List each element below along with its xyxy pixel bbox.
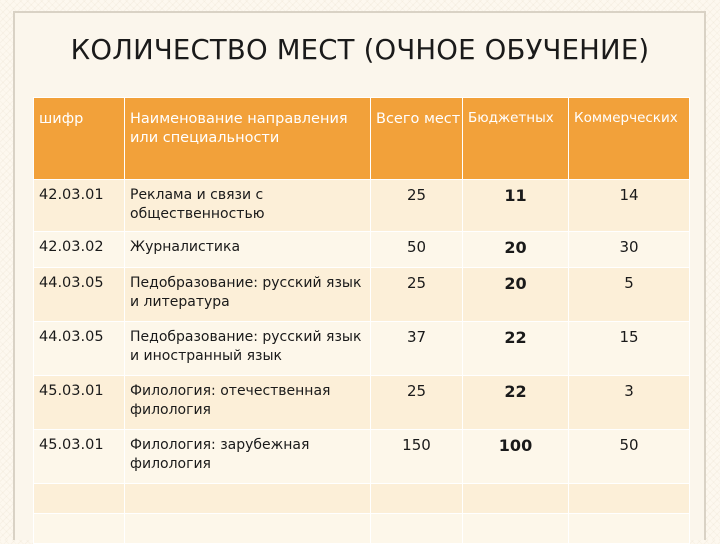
cell-budget: 20 xyxy=(463,268,569,322)
cell-name: Журналистика xyxy=(125,232,371,268)
cell-name: Педобразование: русский язык и иностранный язык xyxy=(125,322,371,376)
slide-title: КОЛИЧЕСТВО МЕСТ (ОЧНОЕ ОБУЧЕНИЕ) xyxy=(70,34,650,66)
cell-name xyxy=(125,484,371,514)
places-table xyxy=(33,97,690,544)
header-total: Всего мест xyxy=(371,98,463,180)
cell-budget xyxy=(463,484,569,514)
cell-code xyxy=(34,514,125,544)
cell-commercial: 14 xyxy=(569,180,690,232)
cell-budget xyxy=(463,514,569,544)
cell-budget: 100 xyxy=(463,430,569,484)
table-row xyxy=(34,322,690,376)
cell-budget: 22 xyxy=(463,322,569,376)
cell-code: 42.03.01 xyxy=(34,180,125,232)
header-name: Наименование направления или специальности xyxy=(125,98,371,180)
cell-commercial xyxy=(569,514,690,544)
cell-commercial: 5 xyxy=(569,268,690,322)
cell-name xyxy=(125,514,371,544)
table-row xyxy=(34,232,690,268)
cell-total: 25 xyxy=(371,376,463,430)
cell-code: 44.03.05 xyxy=(34,322,125,376)
header-budget: Бюджетных xyxy=(463,98,569,180)
cell-commercial: 15 xyxy=(569,322,690,376)
table-row xyxy=(34,268,690,322)
header-code: шифр xyxy=(34,98,125,180)
cell-code: 45.03.01 xyxy=(34,430,125,484)
cell-budget: 11 xyxy=(463,180,569,232)
table-row xyxy=(34,514,690,544)
table-row xyxy=(34,484,690,514)
cell-code: 45.03.01 xyxy=(34,376,125,430)
cell-total xyxy=(371,484,463,514)
header-commercial: Коммерческих xyxy=(569,98,690,180)
cell-code: 42.03.02 xyxy=(34,232,125,268)
cell-name: Филология: отечественная филология xyxy=(125,376,371,430)
table-row xyxy=(34,430,690,484)
cell-commercial: 30 xyxy=(569,232,690,268)
cell-budget: 20 xyxy=(463,232,569,268)
table-row xyxy=(34,180,690,232)
cell-total: 50 xyxy=(371,232,463,268)
cell-code: 44.03.05 xyxy=(34,268,125,322)
cell-total: 25 xyxy=(371,180,463,232)
cell-commercial: 50 xyxy=(569,430,690,484)
table-body xyxy=(34,180,690,544)
cell-name: Педобразование: русский язык и литература xyxy=(125,268,371,322)
cell-total: 37 xyxy=(371,322,463,376)
table-row xyxy=(34,376,690,430)
cell-commercial: 3 xyxy=(569,376,690,430)
cell-commercial xyxy=(569,484,690,514)
cell-name: Реклама и связи с общественностью xyxy=(125,180,371,232)
cell-total xyxy=(371,514,463,544)
table-header-row xyxy=(34,98,690,180)
cell-budget: 22 xyxy=(463,376,569,430)
cell-name: Филология: зарубежная филология xyxy=(125,430,371,484)
cell-total: 25 xyxy=(371,268,463,322)
cell-total: 150 xyxy=(371,430,463,484)
cell-code xyxy=(34,484,125,514)
